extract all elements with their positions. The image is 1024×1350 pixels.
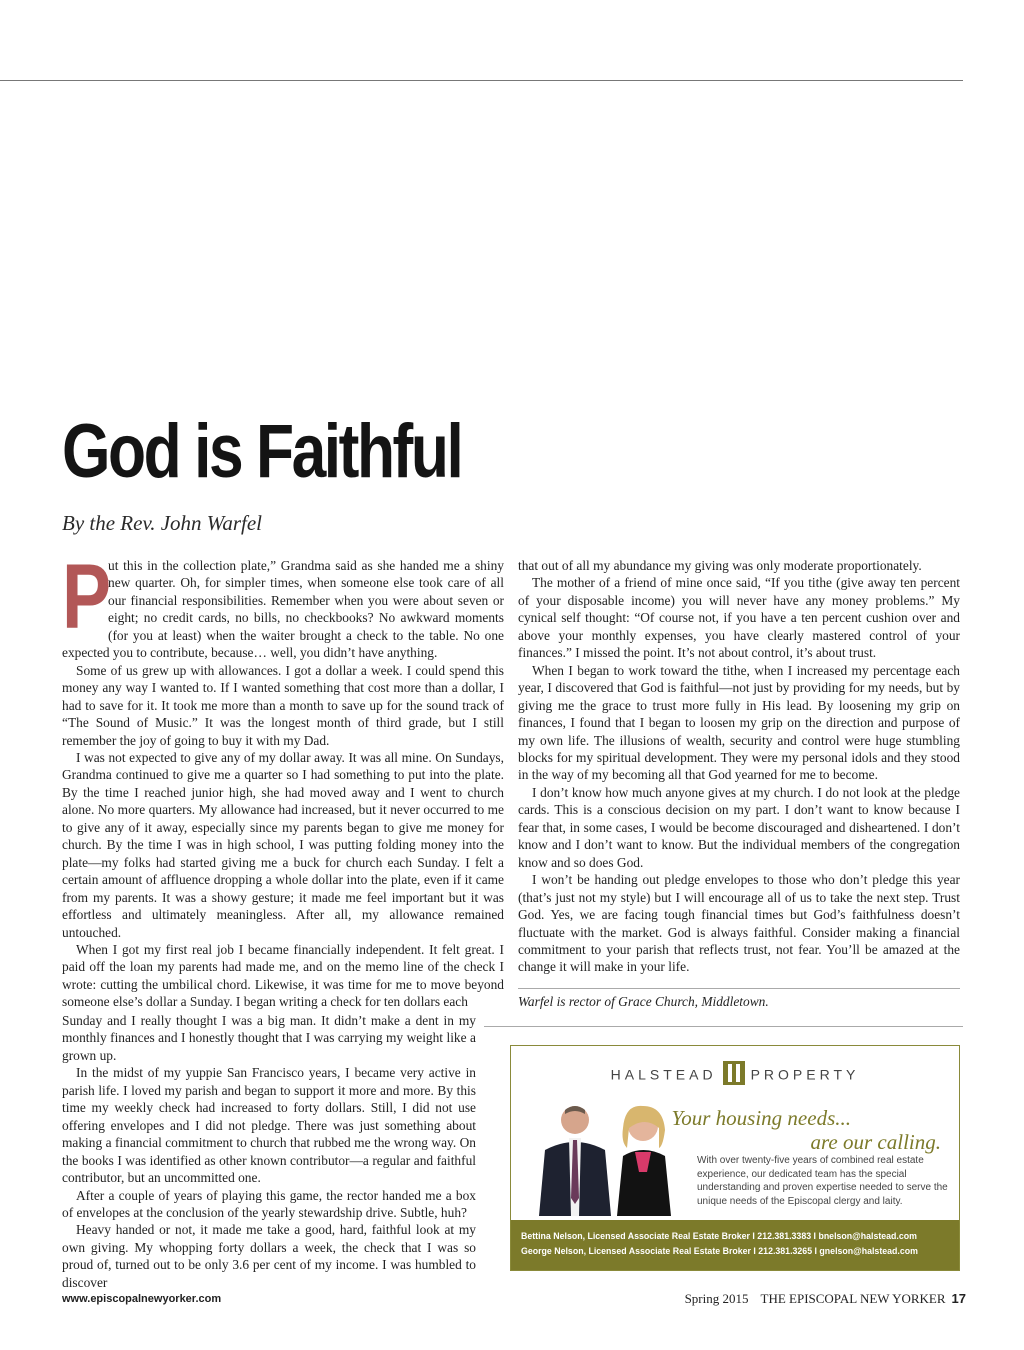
paragraph: P ut this in the collection plate,” Grandma said as she handed me a shiny new quarter. Oh, for simpler times, when someone else took care of all our financial responsibilities. Remember when you were about seven or eight; no credit cards, no bills, no checkbooks? No awkward moments (for you at least) when the waiter brought a check to the table. No one expected you to contribute, because… well, you didn’t have anything. [62,546,504,661]
agents-photo [525,1098,695,1216]
author-bio: Warfel is rector of Grace Church, Middletown. [518,994,769,1009]
brand-right: PROPERTY [750,1066,860,1083]
paragraph: Sunday and I really thought I was a big man. It didn’t make a dent in my monthly finances and I honestly thought that I was carrying my weight like a grown up. [62,1013,476,1063]
ad-tagline-1: Your housing needs... [671,1106,851,1130]
article-title: God is Faithful [62,409,462,494]
paragraph: When I began to work toward the tithe, when I increased my percentage each year, I discovered that God is faithful—not just by providing for my needs, but by giving me the grace to trust more fully in His lead. By loosening my grip on finances, I found that I began to loosen my grip on the direction and purpose of my own life. The illusions of wealth, security and control were huge stumbling blocks for my spiritual development. They were my personal idols and they stood in the way of my becoming all that God yearned for me to become. [518,662,960,783]
paragraph: I don’t know how much anyone gives at my church. I do not look at the pledge cards. This is a conscious decision on my part. I don’t want to know because I fear that, in some cases, I would be become discouraged and disheartened. I don’t know and I don’t want to know. But the individual members of the congregation know and so does God. [518,784,960,870]
paragraph: In the midst of my yuppie San Francisco years, I became very active in parish life. I loved my parish and began to support it more and more. By this time my weekly check had increased to forty dollars. Still, I did not use offering envelopes and I did not pledge. There was just something about making a financial commitment to church that rubbed me the wrong way. On the books I was identified as other known contributor—a regular and faithful contributor, but an uncommitted one. [62,1065,476,1186]
top-divider [0,80,963,81]
paragraph: I won’t be handing out pledge envelopes to those who don’t pledge this year (that’s just not my style) but I will encourage all of us to take the next step. Trust God. Yes, we are facing tough financial times but God’s faithfulness doesn’t fluctuate with the market. God is always faithful. Consider making a financial commitment to your parish that reflects trust, not fear. You’ll be amazed at the change it will make in your life. [518,872,960,975]
paragraph: Some of us grew up with allowances. I got a dollar a week. I could spend this money any way I wanted to. If I wanted something that cost more than a dollar, I had to save for it. It took me more than a month to save up for the sound track of “The Sound of Music.” It was the longest month of third grade, but I still remember the joy of going to buy it with my Dad. [62,662,504,748]
building-icon [723,1061,745,1085]
page-number: 17 [951,1291,966,1306]
paragraph: After a couple of years of playing this game, the rector handed me a box of envelopes at the conclusion of the yearly stewardship drive. Subtle, huh? [62,1187,476,1220]
article-byline: By the Rev. John Warfel [62,511,263,535]
footer-issue: Spring 2015 [684,1291,749,1306]
paragraph: When I got my first real job I became financially independent. It felt great. I paid off the loan my parents had made me, and on the memo line of the check I wrote: cutting the umbilical chord. Likewise, it was time for me to move beyond someone else’s dollar a Sunday. I began writing a check for ten dollars each [62,941,504,1010]
paragraph: I was not expected to give any of my dollar away. It was all mine. On Sundays, Grandma continued to give me a quarter so I had something to put into the plate. By the time I reached junior high, she had moved away and I went to church alone. No more quarters. My allowance had increased, but it never occurred to me to give any of it away, especially since my parents began to give me money for church. By the time I was in high school, I was putting folding money into the plate—my folks had started giving me a buck for church each Sunday. I felt a certain amount of affluence dropping a whole dollar into the plate, even if it came from my parents. It was a showy gesture; it made me feel important but it was effortless and ultimately meaningless. After all, my allowance remained untouched. [62,749,504,940]
ad-body-text: With over twenty-five years of combined real estate experience, our dedicated team has the special understanding and proven expertise needed to serve the unique needs of the Episcopal clergy and laity. [697,1155,948,1207]
ad-logo [511,1064,959,1088]
paragraph: that out of all my abundance my giving was only moderate proportionately. [518,558,922,573]
advertisement[interactable] [510,1045,960,1271]
ad-contact-1[interactable]: Bettina Nelson, Licensed Associate Real Estate Broker I 212.381.3383 I bnelson@halstead.com [521,1231,917,1241]
article-column-1-continued [62,1012,476,1291]
footer-publication: THE EPISCOPAL NEW YORKER [760,1291,946,1306]
ad-divider [484,1026,963,1027]
footer-folio [685,1291,966,1307]
footer-website[interactable]: www.episcopalnewyorker.com [62,1293,222,1305]
paragraph: The mother of a friend of mine once said, “If you tithe (give away ten percent of your disposable income) you will never have any money problems.” My cynical self thought: “Of course not, if you have a ten percent cushion over and above your monthly expenses, you have clearly mastered control of your finances.” I missed the point. It’s not about control, it’s about trust. [518,575,960,661]
brand-left: HALSTEAD [610,1066,717,1083]
bio-divider [518,988,960,989]
paragraph: Heavy handed or not, it made me take a good, hard, faithful look at my own giving. My whopping forty dollars a week, the check that I was so proud of, turned out to be only 3.6 per cent of my income. I was humbled to discover [62,1222,476,1290]
article-column-2 [518,557,960,976]
ad-tagline-2: are our calling. [810,1130,941,1154]
article-column-1 [62,546,504,1011]
drop-cap: P [62,546,112,648]
ad-contact-bar [511,1220,959,1270]
ad-contact-2[interactable]: George Nelson, Licensed Associate Real Estate Broker I 212.381.3265 I gnelson@halstead.com [521,1246,918,1256]
